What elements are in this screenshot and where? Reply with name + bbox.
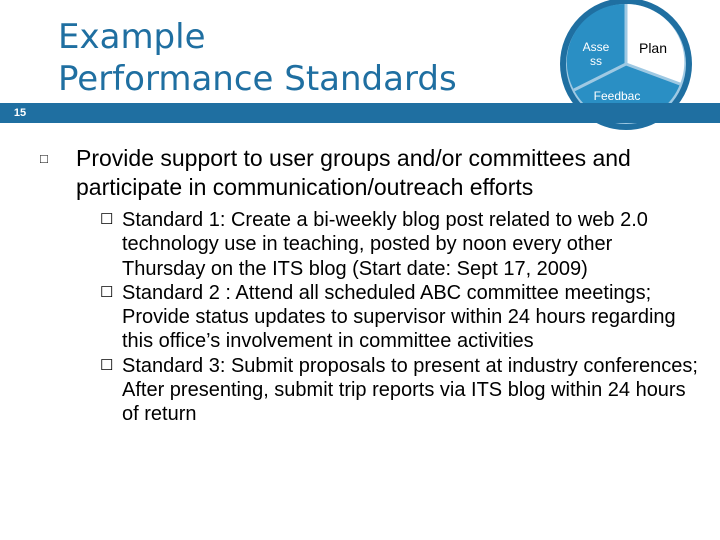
standard-item — [100, 208, 700, 281]
title-line-2: Performance Standards — [58, 59, 457, 99]
standard-text: Standard 3: Submit proposals to present at industry conferences; After presenting, submit trip reports via ITS blog within 24 hours of return — [122, 354, 698, 426]
checkbox-bullet-icon: ☐ — [100, 283, 114, 301]
plan-label: Plan — [638, 40, 668, 56]
square-bullet-icon: □ — [40, 151, 48, 166]
standard-text: Standard 1: Create a bi-weekly blog post related to web 2.0 technology use in teaching, posted by noon every other Thursday on the ITS blog (Start date: Sept 17, 2009) — [122, 209, 648, 280]
slide-number: 15 — [13, 107, 27, 119]
title-line-1: Example — [58, 17, 206, 57]
checkbox-bullet-icon: ☐ — [100, 356, 114, 374]
slide-number-bar — [0, 103, 720, 123]
assess-label-line-2: ss — [590, 54, 602, 68]
standard-item — [100, 281, 700, 354]
slide-content — [40, 144, 710, 427]
checkbox-bullet-icon: ☐ — [100, 211, 114, 228]
standard-item — [100, 354, 700, 427]
slide-title — [58, 16, 538, 100]
main-bullet-text: Provide support to user groups and/or committees and participate in communication/outreach efforts — [76, 145, 631, 200]
standard-text: Standard 2 : Attend all scheduled ABC committee meetings; Provide status updates to supervisor within 24 hours regarding this office’s involvement in committee activities — [122, 281, 676, 353]
standards-list — [100, 208, 700, 427]
assess-label-line-1: Asse — [582, 40, 610, 54]
main-bullet — [40, 144, 710, 202]
feedback-label-line-1: Feedbac — [593, 89, 641, 103]
